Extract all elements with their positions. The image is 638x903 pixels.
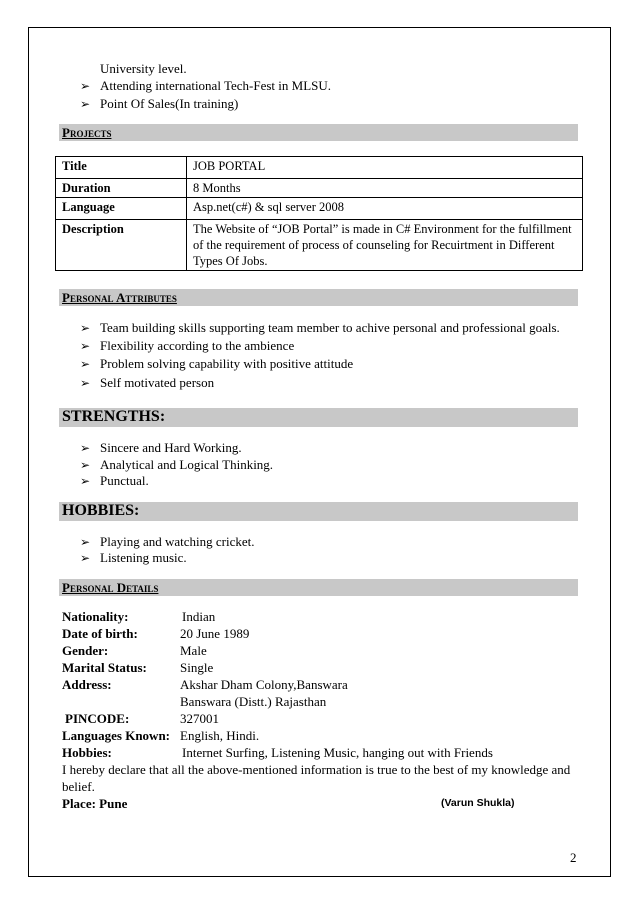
table-row xyxy=(56,179,583,198)
place-label: Place: Pune xyxy=(62,796,128,811)
table-key: Title xyxy=(56,157,187,179)
marital-label: Marital Status: xyxy=(62,660,147,675)
section-bar-projects xyxy=(59,124,578,141)
table-row xyxy=(56,220,583,271)
address-line-1: Akshar Dham Colony,Banswara xyxy=(180,677,348,692)
pincode-label: PINCODE: xyxy=(65,711,130,726)
table-key: Language xyxy=(56,198,187,220)
table-row xyxy=(56,198,583,220)
hobby-item: Playing and watching cricket. xyxy=(100,534,255,549)
table-value: JOB PORTAL xyxy=(187,157,583,179)
strength-item: Punctual. xyxy=(100,473,149,488)
gender-label: Gender: xyxy=(62,643,109,658)
hobbies-value: Internet Surfing, Listening Music, hanging out with Friends xyxy=(182,745,493,760)
languages-value: English, Hindi. xyxy=(180,728,260,743)
section-heading-strengths: STRENGTHS: xyxy=(62,408,166,425)
nationality-value: Indian xyxy=(182,609,216,624)
continued-text: University level. xyxy=(100,61,187,76)
strength-item: Analytical and Logical Thinking. xyxy=(100,457,274,472)
address-line-2: Banswara (Distt.) Rajasthan xyxy=(180,694,327,709)
declaration-line-1: I hereby declare that all the above-mentioned information is true to the best of my knowledge and xyxy=(62,762,571,777)
nationality-label: Nationality: xyxy=(62,609,129,624)
top-bullet-2: Point Of Sales(In training) xyxy=(100,96,239,111)
table-key: Duration xyxy=(56,179,187,198)
bullet-arrow-icon: ➢ xyxy=(80,441,91,455)
hobby-item: Listening music. xyxy=(100,550,187,565)
bullet-arrow-icon: ➢ xyxy=(80,339,91,353)
bullet-arrow-icon: ➢ xyxy=(80,321,91,335)
projects-table xyxy=(55,156,583,271)
table-value: 8 Months xyxy=(187,179,583,198)
top-bullet-1: Attending international Tech-Fest in MLSU. xyxy=(100,78,332,93)
dob-label: Date of birth: xyxy=(62,626,138,641)
attribute-item: Problem solving capability with positive attitude xyxy=(100,356,354,371)
bullet-arrow-icon: ➢ xyxy=(80,535,91,549)
gender-value: Male xyxy=(180,643,207,658)
marital-value: Single xyxy=(180,660,214,675)
signature-name: (Varun Shukla) xyxy=(441,797,515,809)
languages-label: Languages Known: xyxy=(62,728,170,743)
attribute-item: Self motivated person xyxy=(100,375,215,390)
section-heading-projects: Projects xyxy=(62,125,112,140)
page-number: 2 xyxy=(570,850,577,865)
bullet-arrow-icon: ➢ xyxy=(80,474,91,488)
table-key: Description xyxy=(56,220,187,271)
section-heading-details: Personal Details xyxy=(62,580,159,595)
bullet-arrow-icon: ➢ xyxy=(80,79,91,93)
bullet-arrow-icon: ➢ xyxy=(80,376,91,390)
dob-value: 20 June 1989 xyxy=(180,626,250,641)
attribute-item: Team building skills supporting team member to achive personal and professional goals. xyxy=(100,320,560,335)
bullet-arrow-icon: ➢ xyxy=(80,357,91,371)
declaration-line-2: belief. xyxy=(62,779,95,794)
bullet-arrow-icon: ➢ xyxy=(80,551,91,565)
hobbies-label: Hobbies: xyxy=(62,745,112,760)
table-value: Asp.net(c#) & sql server 2008 xyxy=(187,198,583,220)
bullet-arrow-icon: ➢ xyxy=(80,97,91,111)
pincode-value: 327001 xyxy=(180,711,219,726)
bullet-arrow-icon: ➢ xyxy=(80,458,91,472)
strength-item: Sincere and Hard Working. xyxy=(100,440,242,455)
table-row xyxy=(56,157,583,179)
attribute-item: Flexibility according to the ambience xyxy=(100,338,295,353)
section-heading-hobbies: HOBBIES: xyxy=(62,502,140,519)
table-value: The Website of “JOB Portal” is made in C# Environment for the fulfillment of the requirement of process of counseling for Recuirtment in Different Types Of Jobs. xyxy=(187,220,583,271)
section-heading-attributes: Personal Attributes xyxy=(62,290,177,305)
address-label: Address: xyxy=(62,677,112,692)
